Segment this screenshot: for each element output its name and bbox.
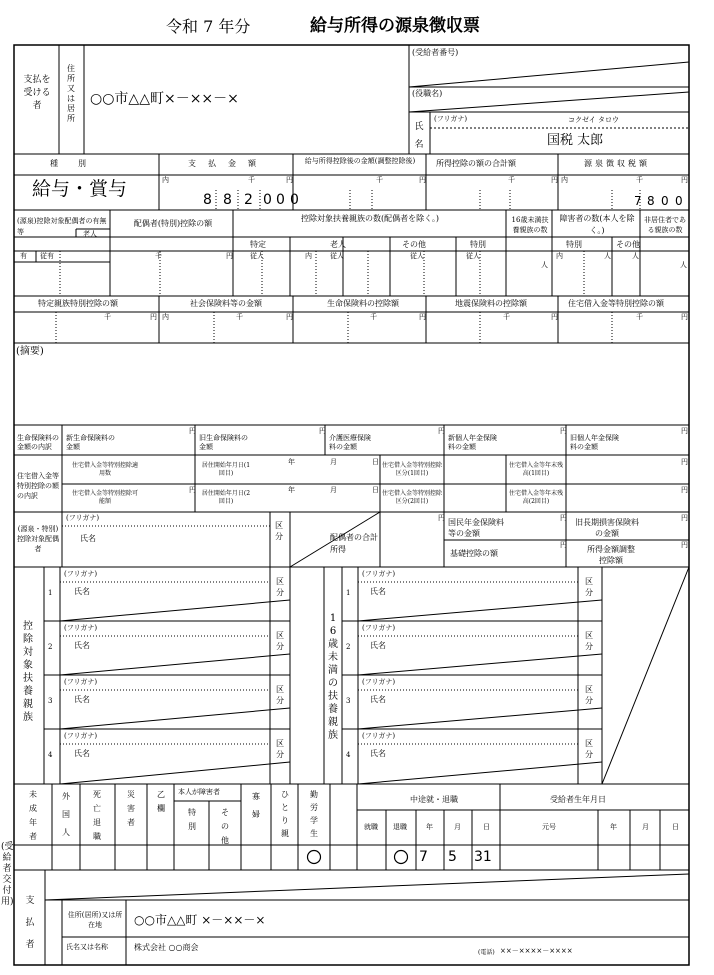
dep-col-other: その他 — [402, 240, 426, 249]
payee-label: 支払を受ける者 — [23, 75, 51, 111]
adjust-label: 所得金額調整控除額 — [587, 545, 635, 565]
birth-label: 受給者生年月日 — [550, 795, 606, 804]
header-deduction-total: 所得控除の額の合計額 — [436, 159, 516, 168]
dep-name-label: 氏名 — [74, 695, 90, 704]
old-pension-label: 旧個人年金保険料の金額 — [570, 434, 619, 451]
status-death: 死亡退職 — [93, 790, 101, 841]
u16-name-label: 氏名 — [370, 641, 386, 650]
u16-furigana: (フリガナ) — [362, 570, 396, 578]
recipient-no-label: (受給者番号) — [412, 48, 459, 57]
life-breakdown-label: 生命保険料の金額の内訳 — [17, 434, 59, 451]
u16-furigana: (フリガナ) — [362, 732, 396, 740]
dep-furigana: (フリガナ) — [64, 678, 98, 686]
u16-num: 4 — [346, 751, 351, 759]
status-foreign: 外国人 — [62, 792, 70, 837]
retire-day: 31 — [474, 849, 492, 865]
u16-kubun: 区分 — [585, 577, 593, 597]
unit-sen: 千 — [636, 313, 643, 321]
title-main: 給与所得の源泉徴収票 — [310, 16, 480, 36]
start1-label: 居住開始年月日(1回目) — [201, 462, 251, 477]
retire-month: 5 — [448, 849, 457, 865]
dep-kubun: 区分 — [276, 685, 284, 705]
old-long-label: 旧長期損害保険料の金額 — [575, 518, 639, 538]
midyear-label: 中途就・退職 — [410, 795, 458, 804]
unit-person: 人 — [541, 261, 548, 269]
dep-num: 1 — [48, 589, 53, 597]
birth-col-day: 日 — [672, 823, 679, 831]
header-payment: 支払金額 — [188, 159, 268, 168]
mid-col-month: 月 — [454, 823, 461, 831]
dep-kubun: 区分 — [276, 631, 284, 651]
status-minor: 未成年者 — [29, 790, 37, 841]
unit-day: 日 — [372, 458, 379, 466]
header-withholding: 源泉徴収税額 — [584, 159, 650, 168]
status-otsu: 乙欄 — [157, 790, 165, 813]
unit-follow-person: 従人 — [466, 252, 480, 260]
name-label: 氏名 — [414, 122, 424, 150]
spouse-kubun: 区分 — [275, 521, 283, 541]
disabled-special: 特別 — [566, 240, 582, 249]
unit-uchi: 内 — [162, 313, 169, 321]
spouse-name-label: 氏名 — [80, 534, 96, 543]
birth-col-year: 年 — [610, 823, 617, 831]
dep-col-elderly: 老人 — [330, 240, 346, 249]
unit-en: 円 — [681, 313, 688, 321]
payment-digit: 8 — [203, 192, 212, 208]
dep-furigana: (フリガナ) — [64, 624, 98, 632]
bal1-label: 住宅借入金等年末残高(1回目) — [508, 462, 563, 477]
dep-col-special: 特別 — [470, 240, 486, 249]
dep-num: 3 — [48, 697, 53, 705]
recipient-copy-label: (受給者交付用) — [1, 842, 14, 907]
start2-label: 居住開始年月日(2回目) — [201, 490, 251, 505]
tax-digit: 7 — [634, 194, 642, 208]
u16-name-label: 氏名 — [370, 695, 386, 704]
cat1-label: 住宅借入金等特別控除区分(1回目) — [382, 462, 443, 477]
cat2-label: 住宅借入金等特別控除区分(2回目) — [382, 490, 443, 505]
unit-en: 円 — [286, 176, 293, 184]
dep-furigana: (フリガナ) — [64, 570, 98, 578]
unit-person: 人 — [680, 261, 687, 269]
under16-deps-label: 16歳未満の扶養親族 — [328, 613, 338, 741]
header-after-deduction: 給与所得控除後の金額(調整控除後) — [304, 157, 416, 165]
new-pension-label: 新個人年金保険料の金額 — [448, 434, 497, 451]
u16-num: 2 — [346, 643, 351, 651]
unit-en: 円 — [551, 176, 558, 184]
mid-col-join: 就職 — [364, 823, 378, 831]
tax-digit: 8 — [647, 194, 655, 208]
unit-en: 円 — [419, 176, 426, 184]
unit-sen: 千 — [248, 176, 255, 184]
ded-life: 生命保険料の控除額 — [327, 299, 399, 308]
unit-year: 年 — [288, 458, 295, 466]
old-life-label: 旧生命保険料の金額 — [199, 434, 248, 451]
unit-en: 円 — [560, 541, 567, 549]
unit-sen: 千 — [503, 313, 510, 321]
unit-follow-person: 従人 — [410, 252, 424, 260]
new-life-label: 新生命保険料の金額 — [66, 434, 115, 451]
unit-en: 円 — [681, 514, 688, 522]
unit-en: 円 — [319, 427, 326, 435]
header-kind: 種別 — [50, 159, 106, 168]
status-widow: 寡婦 — [252, 792, 260, 819]
unit-sen: 千 — [636, 176, 643, 184]
disabled-other: その他 — [616, 240, 640, 249]
unit-uchi: 内 — [305, 252, 312, 260]
nonres-label: 非居住者である親族の数 — [644, 216, 686, 234]
spouse-exist-label: (源泉)控除対象配偶者の有無等 — [17, 217, 107, 236]
dep-col-specific: 特定 — [250, 240, 266, 249]
payment-digit: 0 — [276, 192, 285, 208]
unit-sen: 千 — [104, 313, 111, 321]
name-kana: コクゼイ タロウ — [568, 116, 620, 124]
birth-col-era: 元号 — [542, 823, 556, 831]
dep-name-label: 氏名 — [74, 641, 90, 650]
unit-sen: 千 — [236, 313, 243, 321]
unit-en: 円 — [150, 313, 157, 321]
unit-uchi: 内 — [561, 176, 568, 184]
unit-sen: 千 — [370, 313, 377, 321]
furigana-label: (フリガナ) — [434, 115, 468, 123]
address-value: ○○市△△町×－××－× — [90, 91, 239, 107]
address-sub-label: 住所又は居所 — [67, 64, 75, 123]
unit-day: 日 — [372, 486, 379, 494]
unit-en: 円 — [681, 427, 688, 435]
unit-person: 人 — [632, 252, 639, 260]
housing-label: 住宅借入金等特別控除の額の内訳 — [17, 472, 59, 500]
unit-month: 月 — [330, 458, 337, 466]
unit-en: 円 — [189, 486, 196, 494]
payer-name-label: 氏名又は名称 — [66, 943, 108, 951]
u16-name-label: 氏名 — [370, 749, 386, 758]
u16-kubun: 区分 — [585, 685, 593, 705]
unit-uchi: 内 — [162, 176, 169, 184]
payer-address-value: ○○市△△町 ×－××－× — [134, 913, 266, 927]
dep-kubun: 区分 — [276, 577, 284, 597]
status-single: ひとり親 — [281, 790, 289, 838]
unit-uchi: 内 — [556, 252, 563, 260]
mid-col-retire: 退職 — [393, 823, 407, 831]
national-pension-label: 国民年金保険料等の金額 — [448, 518, 504, 538]
payment-digit: 8 — [223, 192, 232, 208]
dep-num: 2 — [48, 643, 53, 651]
bal2-label: 住宅借入金等年末残高(2回目) — [508, 490, 563, 505]
name-value: 国税 太郎 — [547, 133, 604, 148]
ded-quake: 地震保険料の控除額 — [455, 299, 527, 308]
remarks-label: (摘要) — [16, 346, 44, 357]
payer-name-value: 株式会社 ○○商会 — [134, 943, 199, 952]
dep-kubun: 区分 — [276, 739, 284, 759]
birth-col-month: 月 — [642, 823, 649, 831]
status-student: 勤労学生 — [310, 790, 318, 838]
kind-value: 給与・賞与 — [32, 178, 128, 200]
u16-furigana: (フリガナ) — [362, 624, 396, 632]
unit-sen: 千 — [508, 176, 515, 184]
unit-year: 年 — [288, 486, 295, 494]
status-dis-special: 特別 — [188, 808, 196, 831]
unit-month: 月 — [330, 486, 337, 494]
unit-en: 円 — [560, 427, 567, 435]
unit-en: 円 — [681, 176, 688, 184]
u16-kubun: 区分 — [585, 631, 593, 651]
tax-digit: 0 — [661, 194, 669, 208]
unit-en: 円 — [681, 486, 688, 494]
mid-col-day: 日 — [483, 823, 490, 831]
spouse-furigana: (フリガナ) — [66, 514, 100, 522]
spouse-label: (源泉・特別)控除対象配偶者 — [17, 525, 59, 553]
unit-en: 円 — [286, 313, 293, 321]
dep-count-label: 控除対象扶養親族の数(配偶者を除く。) — [300, 214, 440, 223]
dep-name-label: 氏名 — [74, 749, 90, 758]
under16-label: 16歳未満扶養親族の数 — [511, 216, 549, 234]
tax-digit: 0 — [675, 194, 683, 208]
unit-en: 円 — [681, 541, 688, 549]
disabled-label: 障害者の数(本人を除く。) — [559, 214, 635, 235]
unit-en: 円 — [226, 252, 233, 260]
unit-sen: 千 — [376, 176, 383, 184]
dep-name-label: 氏名 — [74, 587, 90, 596]
status-disabled: 本人が障害者 — [178, 788, 220, 796]
title-year: 令和 7 年分 — [166, 17, 251, 36]
retire-mark-circle — [395, 851, 408, 864]
unit-follow-person: 従人 — [330, 252, 344, 260]
payer-label: 支払者 — [25, 896, 35, 950]
unit-en: 円 — [419, 313, 426, 321]
payment-digit: 2 — [244, 192, 253, 208]
follow-yes-label: 従有 — [40, 252, 54, 260]
unit-en: 円 — [681, 458, 688, 466]
unit-follow-person: 従人 — [250, 252, 264, 260]
unit-en: 円 — [551, 313, 558, 321]
phone-value: ××－××××－×××× — [500, 947, 573, 955]
u16-name-label: 氏名 — [370, 587, 386, 596]
spouse-total-income: 配偶者の合計所得 — [330, 533, 378, 554]
retire-year: 7 — [419, 849, 428, 865]
care-label: 介護医療保険料の金額 — [329, 434, 371, 451]
housing-possible: 住宅借入金等特別控除可能額 — [71, 490, 138, 505]
u16-num: 3 — [346, 697, 351, 705]
ded-housing: 住宅借入金等特別控除の額 — [568, 299, 664, 308]
yes-label: 有 — [20, 252, 27, 260]
u16-num: 1 — [346, 589, 351, 597]
unit-en: 円 — [560, 514, 567, 522]
basic-deduction-label: 基礎控除の額 — [450, 549, 498, 558]
ded-social: 社会保険料等の金額 — [190, 299, 262, 308]
payment-digit: 0 — [263, 192, 272, 208]
unit-en: 円 — [189, 427, 196, 435]
unit-sen: 千 — [155, 252, 162, 260]
housing-count: 住宅借入金等特別控除適用数 — [71, 462, 138, 477]
mid-col-year: 年 — [426, 823, 433, 831]
status-disaster: 災害者 — [127, 790, 135, 827]
ded-specific: 特定親族特別控除の額 — [38, 299, 118, 308]
deps-label: 控除対象扶養親族 — [23, 621, 33, 723]
unit-en: 円 — [438, 514, 445, 522]
elderly-label: 老人 — [83, 230, 97, 238]
unit-en: 円 — [438, 427, 445, 435]
u16-furigana: (フリガナ) — [362, 678, 396, 686]
unit-person: 人 — [604, 252, 611, 260]
payment-digit: 0 — [290, 192, 299, 208]
payer-address-label: 住所(居所)又は所在地 — [67, 911, 123, 929]
status-dis-other: その他 — [221, 808, 229, 845]
student-mark-circle — [308, 851, 321, 864]
u16-kubun: 区分 — [585, 739, 593, 759]
spouse-deduction-label: 配偶者(特別)控除の額 — [133, 219, 213, 228]
role-label: (役職名) — [412, 89, 443, 98]
phone-label: (電話) — [478, 949, 495, 956]
dep-furigana: (フリガナ) — [64, 732, 98, 740]
dep-num: 4 — [48, 751, 53, 759]
